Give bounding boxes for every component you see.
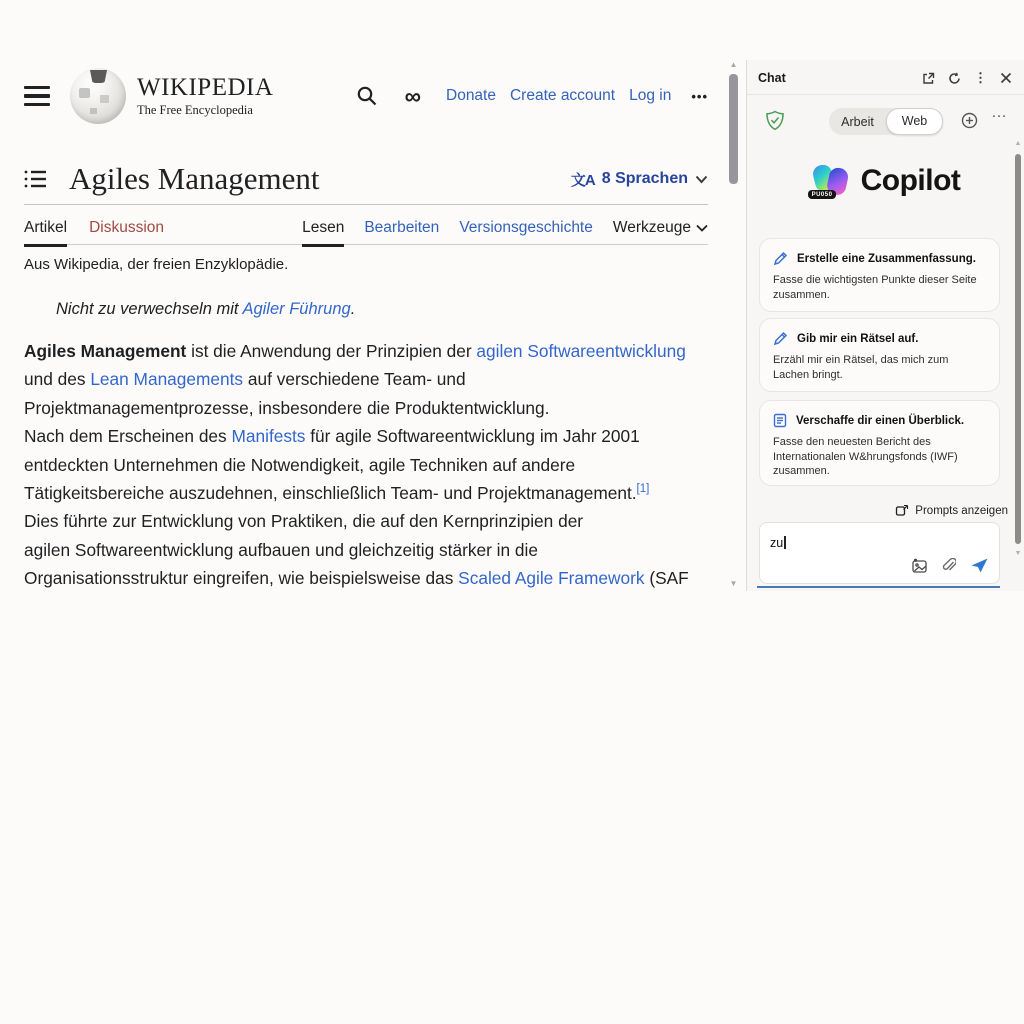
tab-bearbeiten[interactable]: Bearbeiten [364, 218, 440, 236]
text-caret [784, 536, 785, 549]
sidebar-header-divider [747, 94, 1024, 95]
article-link[interactable]: Scaled Agile Framework [458, 568, 645, 589]
text-segment: Dies führte zur Entwicklung von Praktiken, die auf den Kernprinzipien der [24, 511, 584, 532]
card-body-text: Fasse den neuesten Bericht des Internationalen W&hrungsfonds (IWF) zusammen. [773, 436, 958, 477]
refresh-icon[interactable] [948, 72, 961, 85]
body-line [24, 564, 724, 592]
text-segment: agilen Softwareentwicklung aufbauen und gleichzeitig stärker in die [24, 539, 538, 560]
suggestion-card-overview[interactable] [759, 400, 1000, 486]
body-line [24, 394, 724, 422]
text-segment: (SAF [644, 568, 689, 589]
more-options-icon[interactable]: ••• [691, 88, 708, 104]
site-subtitle: Aus Wikipedia, der freien Enzyklopädie. [24, 256, 289, 273]
text-segment: ist die Anwendung der Prinzipien der [186, 341, 477, 361]
attachment-icon[interactable] [942, 558, 956, 573]
input-focus-underline [757, 586, 1000, 588]
card-title-text: Verschaffe dir einen Überblick. [796, 414, 965, 427]
text-segment: . [350, 300, 356, 318]
article-title-row [24, 158, 708, 200]
donate-link[interactable]: Donate [446, 87, 496, 104]
contents-icon[interactable] [24, 169, 47, 189]
sidebar-scrollbar[interactable] [1014, 140, 1022, 580]
text-segment: entdeckten Unternehmen die Notwendigkeit, agile Techniken auf andere [24, 454, 576, 475]
body-line [24, 536, 724, 564]
tab-artikel[interactable]: Artikel [24, 219, 67, 246]
toggle-option-arbeit[interactable]: Arbeit [841, 114, 874, 129]
send-icon[interactable] [970, 557, 989, 574]
body-line [24, 451, 724, 479]
page-title: Agiles Management [69, 161, 320, 196]
toggle-option-web[interactable]: Web [886, 108, 943, 135]
arbeit-web-toggle[interactable] [829, 108, 943, 135]
open-in-window-icon[interactable] [922, 72, 935, 85]
card-body-text: Fasse die wichtigsten Punkte dieser Seite zusammen. [773, 274, 977, 301]
main-menu-icon[interactable] [24, 86, 50, 106]
sidebar-more-icon[interactable]: … [991, 104, 1008, 121]
werkzeuge-label: Werkzeuge [612, 218, 691, 236]
translate-icon: 文A [570, 171, 595, 189]
chat-input-value: zu [770, 536, 784, 550]
suggestion-card-riddle[interactable] [759, 318, 1000, 392]
pen-icon [773, 331, 788, 346]
wikipedia-header [24, 68, 708, 124]
scroll-up-icon[interactable]: ▲ [729, 60, 738, 69]
article-link[interactable]: Agiler Führung [242, 300, 351, 318]
text-segment: für agile Softwareentwicklung im Jahr 2001 [305, 426, 640, 447]
card-title-text: Erstelle eine Zusammenfassung. [797, 252, 976, 265]
article-tab-bar [24, 212, 708, 245]
suggestion-card-summary[interactable] [759, 238, 1000, 312]
add-image-icon[interactable] [911, 558, 928, 574]
search-icon[interactable] [356, 85, 378, 107]
body-line [24, 337, 724, 365]
title-divider [24, 204, 708, 205]
text-segment: Nicht zu verwechseln mit [56, 300, 243, 318]
copilot-badge: PU050 [808, 190, 837, 199]
wordmark-tagline: The Free Encyclopedia [137, 102, 253, 117]
log-in-link[interactable]: Log in [629, 87, 672, 104]
scroll-down-icon[interactable]: ▼ [729, 579, 738, 588]
body-line [24, 507, 724, 535]
card-body-text: Erzähl mir ein Rätsel, das mich zum Lachen bringt. [773, 354, 949, 381]
copilot-logo-icon [811, 162, 851, 200]
text-segment: Tätigkeitsbereiche auszudehnen, einschließlich Team- und Projektmanagement. [24, 483, 637, 504]
tab-diskussion[interactable]: Diskussion [89, 218, 165, 236]
kebab-menu-icon[interactable]: ⋮ [974, 70, 987, 85]
chevron-down-icon [695, 175, 708, 184]
chat-input[interactable] [759, 522, 1000, 584]
sidebar-scroll-down-icon[interactable]: ▼ [1014, 550, 1022, 557]
article-link[interactable]: Lean Managements [90, 369, 244, 390]
chevron-down-icon [696, 224, 708, 232]
prompts-icon [895, 504, 909, 517]
show-prompts-label: Prompts anzeigen [915, 504, 1008, 517]
page-scrollbar[interactable] [727, 60, 740, 590]
text-segment: Projektmanagementprozesse, insbesondere die Produktentwicklung. [24, 397, 550, 418]
close-icon[interactable] [1000, 72, 1012, 84]
reference-link[interactable]: [1] [636, 483, 650, 496]
text-segment: Nach dem Erscheinen des [24, 426, 232, 447]
tab-werkzeuge[interactable] [613, 219, 708, 246]
sidebar-scroll-up-icon[interactable]: ▲ [1014, 140, 1022, 147]
text-segment: Organisationsstruktur eingreifen, wie beispielsweise das [24, 568, 459, 589]
article-link[interactable]: Manifests [231, 426, 306, 447]
tab-lesen[interactable]: Lesen [302, 219, 344, 246]
shield-check-icon[interactable] [765, 110, 785, 131]
sidebar-header [758, 66, 1012, 90]
body-line [24, 365, 724, 393]
pen-icon [773, 251, 788, 266]
personal-tools-nav [446, 87, 671, 105]
sidebar-scrollbar-thumb[interactable] [1015, 154, 1021, 544]
text-segment: und des [24, 369, 91, 390]
copilot-brand [747, 158, 1024, 204]
article-link[interactable]: agilen Softwareentwicklung [476, 341, 686, 361]
show-prompts-button[interactable] [895, 504, 1008, 517]
tab-versionsgeschichte[interactable]: Versionsgeschichte [459, 218, 593, 236]
card-title-text: Gib mir ein Rätsel auf. [797, 332, 919, 345]
sidebar-title: Chat [758, 71, 786, 85]
copilot-sidebar [746, 60, 1024, 591]
language-selector-button[interactable] [571, 169, 708, 190]
hatnote [56, 300, 355, 319]
copilot-brand-name: Copilot [860, 164, 961, 197]
wordmark-title: WIKIPEDIA [137, 74, 274, 102]
text-segment: Agiles Management [24, 341, 187, 361]
body-line [24, 422, 724, 450]
document-icon [773, 413, 787, 428]
page-scrollbar-thumb[interactable] [729, 74, 738, 184]
infinity-icon[interactable]: ∞ [404, 82, 421, 109]
text-segment: auf verschiedene Team- und [243, 369, 466, 390]
wikipedia-wordmark[interactable] [137, 75, 273, 116]
article-body [24, 337, 724, 593]
new-chat-icon[interactable] [961, 112, 978, 129]
create-account-link[interactable]: Create account [509, 87, 616, 104]
wikipedia-globe-logo[interactable] [70, 68, 126, 124]
language-count-label: 8 Sprachen [601, 170, 688, 187]
body-line [24, 479, 724, 507]
